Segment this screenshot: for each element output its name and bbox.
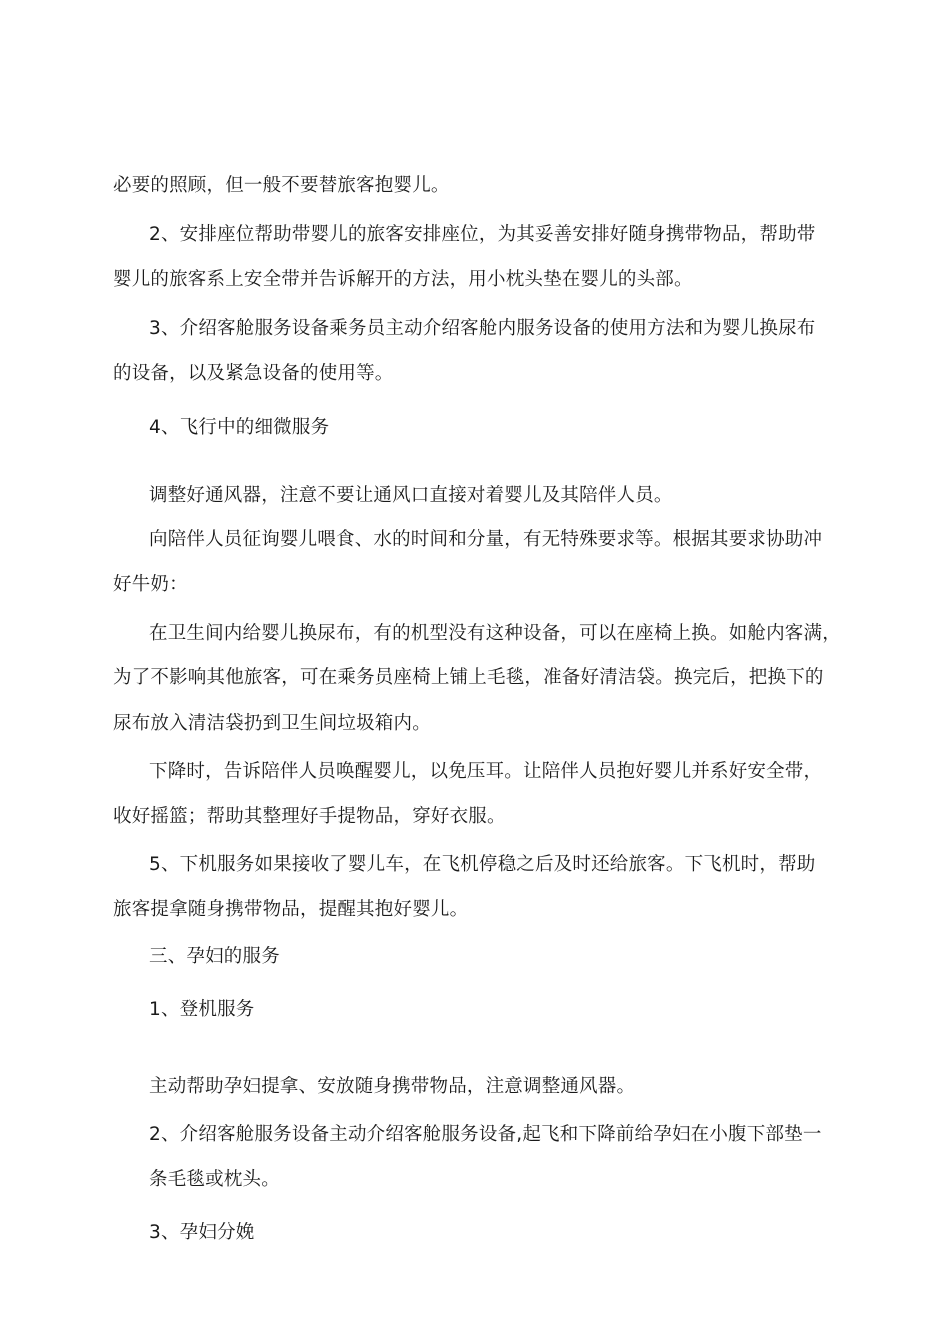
text-line: 的设备，以及紧急设备的使用等。 <box>113 363 394 384</box>
text-line: 在卫生间内给婴儿换尿布，有的机型没有这种设备，可以在座椅上换。如舱内客满， <box>149 623 841 644</box>
text-line: 收好摇篮；帮助其整理好手提物品，穿好衣服。 <box>113 806 506 827</box>
text-line: 1、登机服务 <box>149 999 255 1020</box>
text-line: 条毛毯或枕头。 <box>149 1169 280 1190</box>
text-line: 5、下机服务如果接收了婴儿车，在飞机停稳之后及时还给旅客。下飞机时，帮助 <box>149 854 816 875</box>
text-line: 尿布放入清洁袋扔到卫生间垃圾箱内。 <box>113 713 431 734</box>
text-line: 2、介绍客舱服务设备主动介绍客舱服务设备,起飞和下降前给孕妇在小腹下部垫一 <box>149 1124 822 1145</box>
text-line: 为了不影响其他旅客，可在乘务员座椅上铺上毛毯，准备好清洁袋。换完后，把换下的 <box>113 667 824 688</box>
text-line: 3、孕妇分娩 <box>149 1222 255 1243</box>
text-line: 调整好通风器，注意不要让通风口直接对着婴儿及其陪伴人员。 <box>149 485 673 506</box>
text-line: 4、飞行中的细微服务 <box>149 417 330 438</box>
text-line: 2、安排座位帮助带婴儿的旅客安排座位，为其妥善安排好随身携带物品，帮助带 <box>149 224 816 245</box>
text-line: 好牛奶： <box>113 574 188 595</box>
text-line: 主动帮助孕妇提拿、安放随身携带物品，注意调整通风器。 <box>149 1076 636 1097</box>
section-heading: 三、孕妇的服务 <box>149 946 280 967</box>
text-line: 3、介绍客舱服务设备乘务员主动介绍客舱内服务设备的使用方法和为婴儿换尿布 <box>149 318 816 339</box>
text-line: 婴儿的旅客系上安全带并告诉解开的方法，用小枕头垫在婴儿的头部。 <box>113 269 693 290</box>
text-line: 向陪伴人员征询婴儿喂食、水的时间和分量，有无特殊要求等。根据其要求协助冲 <box>149 529 823 550</box>
text-line: 下降时，告诉陪伴人员唤醒婴儿，以免压耳。让陪伴人员抱好婴儿并系好安全带， <box>149 761 823 782</box>
text-line: 旅客提拿随身携带物品，提醒其抱好婴儿。 <box>113 899 469 920</box>
text-line: 必要的照顾，但一般不要替旅客抱婴儿。 <box>113 175 450 196</box>
